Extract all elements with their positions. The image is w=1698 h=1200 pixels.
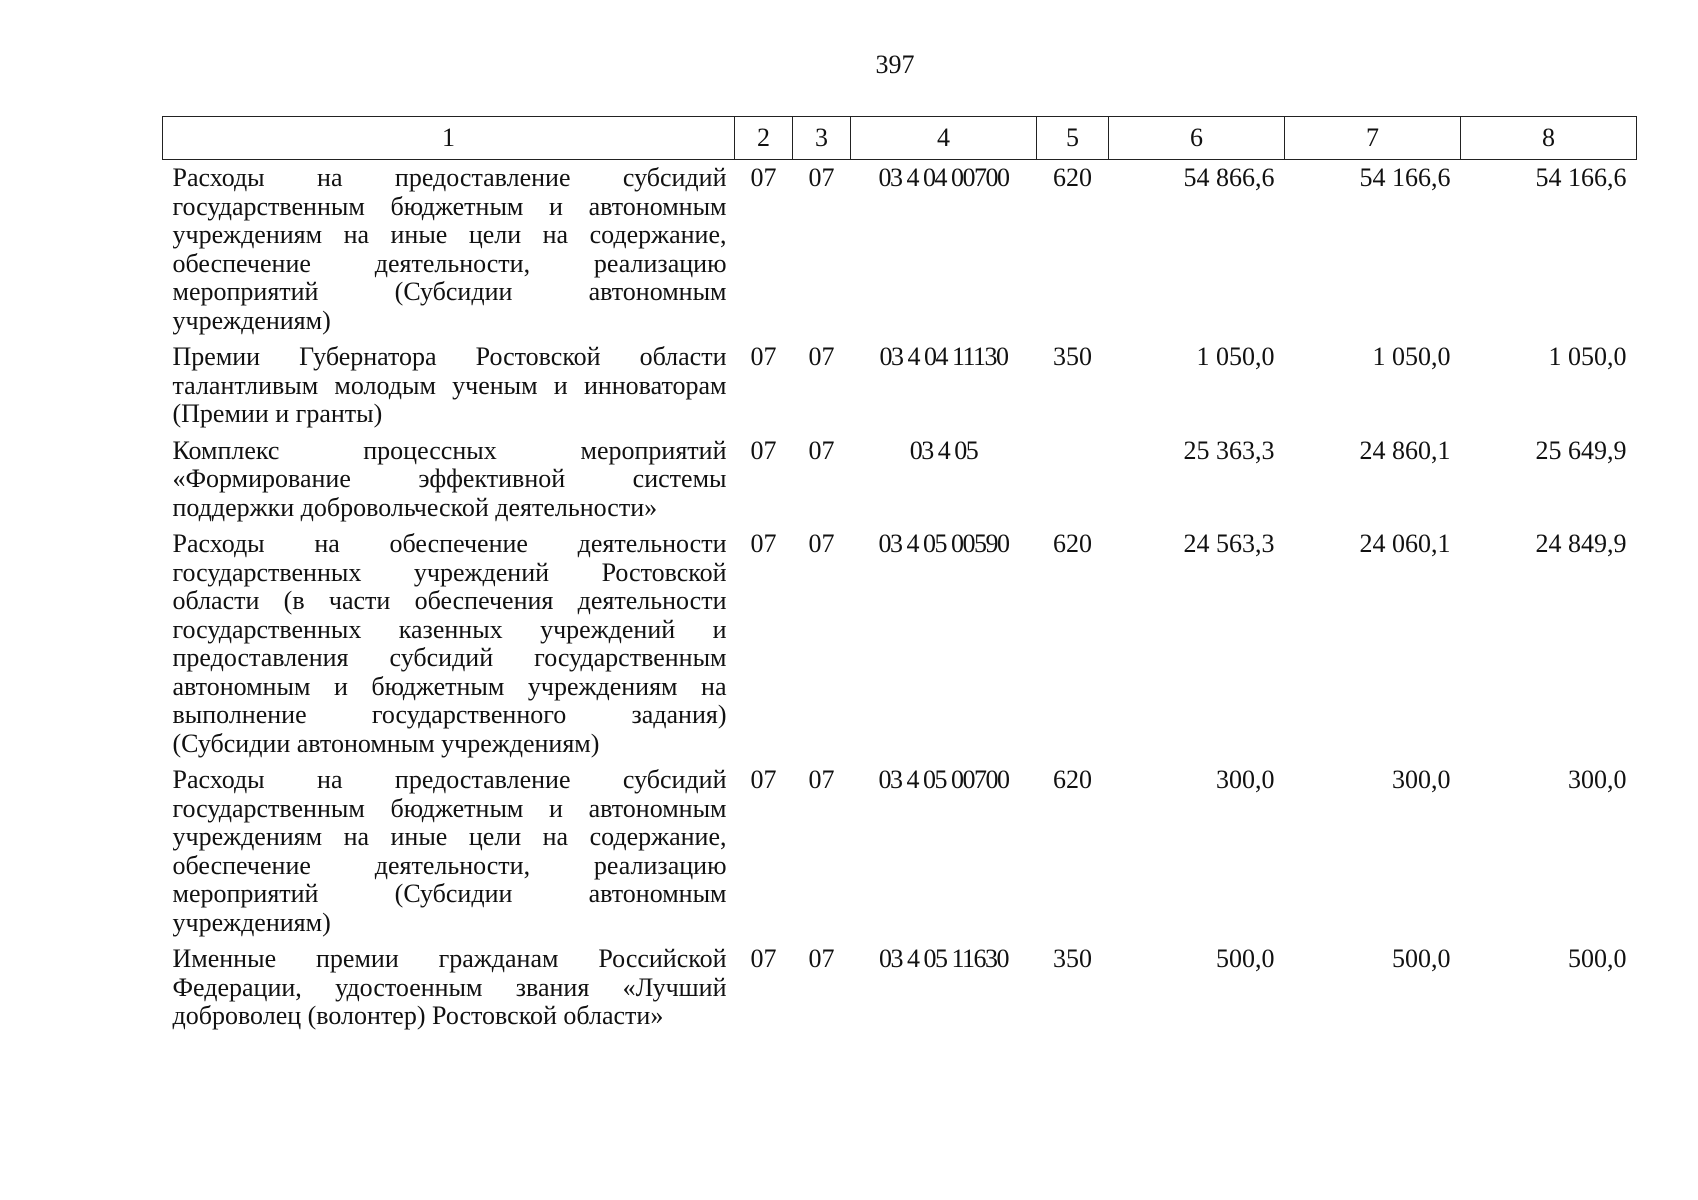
column-header-7: 7 xyxy=(1285,117,1461,160)
row-target-article: 03 4 05 00700 xyxy=(878,765,1009,794)
row-amount-3: 25 649,9 xyxy=(1535,435,1627,465)
row-target-article: 03 4 05 00590 xyxy=(878,529,1009,558)
row-target-article: 03 4 05 xyxy=(909,435,978,465)
row-target-article: 03 4 04 00700 xyxy=(878,163,1009,192)
column-header-4: 4 xyxy=(851,117,1037,160)
row-expense-type: 350 xyxy=(1053,342,1092,371)
row-expense-type: 620 xyxy=(1053,163,1092,192)
row-amount-1: 500,0 xyxy=(1216,944,1275,973)
row-target-article: 03 4 04 11130 xyxy=(879,342,1008,371)
row-description: Расходы на предоставление субсидий государственным бюджетным и автономным учреждениям на иные цели на содержание, обеспечение деятельности, реализацию мероприятий (Субсидии автономным учреждениям) xyxy=(172,765,727,937)
row-amount-2: 54 166,6 xyxy=(1359,163,1451,192)
table-header xyxy=(163,117,1637,160)
row-subsection-code: 07 xyxy=(808,163,835,192)
row-amount-3: 300,0 xyxy=(1568,765,1627,794)
row-subsection-code: 07 xyxy=(808,944,835,973)
row-amount-2: 24 060,1 xyxy=(1359,529,1451,558)
row-amount-2: 500,0 xyxy=(1392,944,1451,973)
row-amount-2: 300,0 xyxy=(1392,765,1451,794)
column-header-8: 8 xyxy=(1461,117,1637,160)
row-section-code: 07 xyxy=(750,342,777,371)
row-amount-1: 54 866,6 xyxy=(1183,163,1275,192)
column-header-1: 1 xyxy=(163,117,735,160)
row-amount-1: 300,0 xyxy=(1216,765,1275,794)
row-amount-3: 1 050,0 xyxy=(1548,342,1627,371)
row-section-code: 07 xyxy=(750,163,777,192)
row-description: Расходы на обеспечение деятельности государственных учреждений Ростовской области (в части обеспечения деятельности государственных казенных учреждений и предоставления субсидий государственным автономным и бюджетным учреждениям на выполнение государственного задания) (Субсидии автономным учреждениям) xyxy=(172,529,727,758)
row-amount-1: 1 050,0 xyxy=(1196,342,1275,371)
row-amount-1: 25 363,3 xyxy=(1183,435,1275,465)
row-subsection-code: 07 xyxy=(808,435,835,465)
table-row xyxy=(163,937,1637,1031)
row-subsection-code: 07 xyxy=(808,529,835,558)
table-body xyxy=(163,160,1637,1031)
row-section-code: 07 xyxy=(750,944,777,973)
row-section-code: 07 xyxy=(750,529,777,558)
table-row xyxy=(163,429,1637,523)
row-amount-1: 24 563,3 xyxy=(1183,529,1275,558)
column-header-6: 6 xyxy=(1109,117,1285,160)
row-description: Премии Губернатора Ростовской области талантливым молодым ученым и инноваторам (Премии и гранты) xyxy=(172,342,727,428)
row-amount-2: 24 860,1 xyxy=(1359,435,1451,465)
column-header-5: 5 xyxy=(1037,117,1109,160)
budget-table xyxy=(162,116,1637,1031)
table-row xyxy=(163,335,1637,429)
table-row xyxy=(163,522,1637,758)
row-section-code: 07 xyxy=(750,765,777,794)
column-header-2: 2 xyxy=(735,117,793,160)
table-row xyxy=(163,758,1637,937)
row-amount-2: 1 050,0 xyxy=(1372,342,1451,371)
row-amount-3: 54 166,6 xyxy=(1535,163,1627,192)
row-expense-type: 620 xyxy=(1053,529,1092,558)
row-amount-3: 500,0 xyxy=(1568,944,1627,973)
row-subsection-code: 07 xyxy=(808,765,835,794)
row-expense-type xyxy=(1037,429,1109,523)
row-section-code: 07 xyxy=(750,435,777,465)
row-description: Расходы на предоставление субсидий государственным бюджетным и автономным учреждениям на иные цели на содержание, обеспечение деятельности, реализацию мероприятий (Субсидии автономным учреждениям) xyxy=(172,163,727,335)
row-description: Именные премии гражданам Российской Федерации, удостоенным звания «Лучший доброволец (волонтер) Ростовской области» xyxy=(172,944,727,1030)
row-expense-type: 350 xyxy=(1053,944,1092,973)
header-row xyxy=(163,117,1637,160)
table-row xyxy=(163,160,1637,336)
row-expense-type: 620 xyxy=(1053,765,1092,794)
page-number: 397 xyxy=(875,50,915,79)
row-amount-3: 24 849,9 xyxy=(1535,529,1627,558)
column-header-3: 3 xyxy=(793,117,851,160)
row-subsection-code: 07 xyxy=(808,342,835,371)
row-description: Комплекс процессных мероприятий «Формирование эффективной системы поддержки добровольческой деятельности» xyxy=(172,435,727,522)
row-target-article: 03 4 05 11630 xyxy=(878,944,1009,973)
